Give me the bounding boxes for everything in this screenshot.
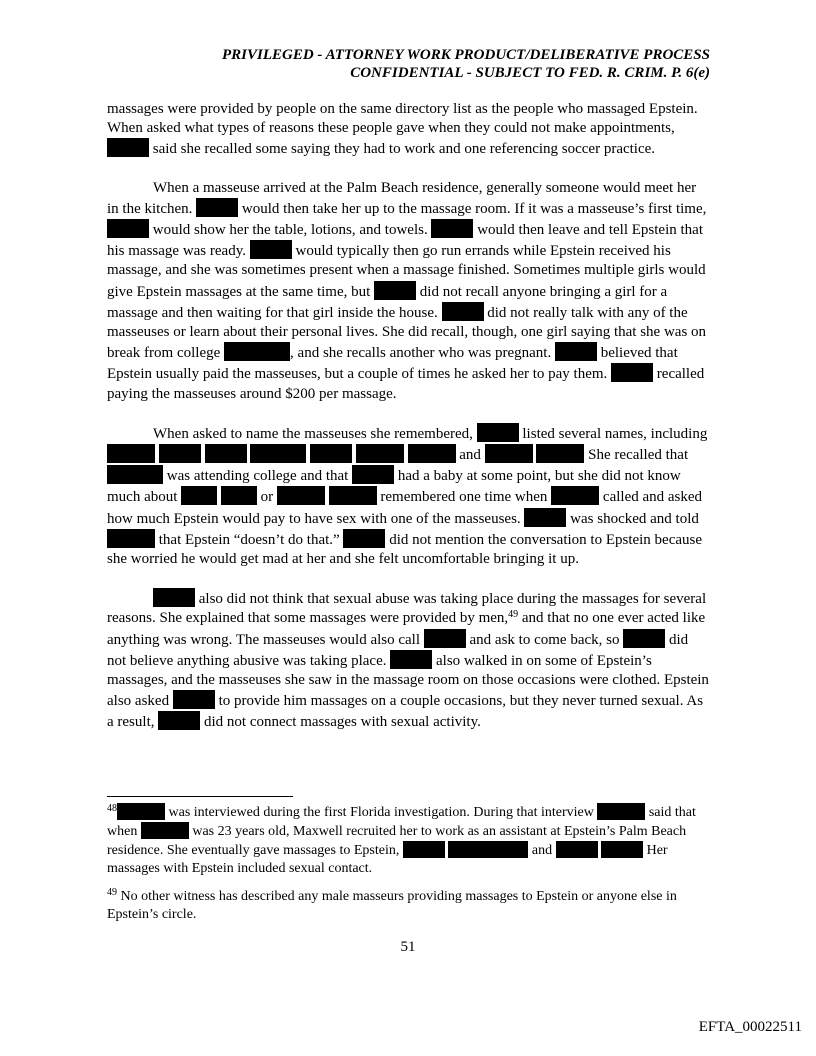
redaction (224, 342, 290, 361)
header-confidential-line: CONFIDENTIAL - SUBJECT TO FED. R. CRIM. P. 6(e) (350, 65, 710, 81)
bates-number: EFTA_00022511 (698, 1019, 802, 1035)
body-text (107, 100, 711, 752)
redaction (431, 219, 473, 238)
redaction (250, 240, 292, 259)
redaction (173, 690, 215, 709)
redaction (329, 486, 377, 505)
footnotes (107, 803, 711, 934)
redaction (424, 629, 466, 648)
redaction (181, 486, 217, 505)
redaction (623, 629, 665, 648)
paragraph-4: also did not think that sexual abuse was taking place during the massages for several reasons. She explained that some massages were provided by men,$^{49}$ and that no one ever acted like anything was wrong. The masseuses would also call and ask to come back, so did not believe anything abusive was taking place. also walked in on some of Epstein’s massages, and the masseuses she saw in the massage room on those occasions were clothed. Epstein also asked to provide him massages on a couple occasions, but they never turned sexual. As a result, did not connect massages with sexual activity. (107, 588, 711, 732)
redaction (597, 803, 645, 820)
paragraph-2: When a masseuse arrived at the Palm Beach residence, generally someone would meet her in the kitchen. would then take her up to the massage room. If it was a masseuse’s first time, would show her the table, lotions, and towels. would then leave and tell Epstein that his massage was ready. would typically then go run errands while Epstein received his massage, and she was sometimes present when a massage finished. Sometimes multiple girls would give Epstein massages at the same time, but did not recall anyone bringing a girl for a massage and then waiting for that girl inside the house. did not really talk with any of the masseuses or learn about their personal lives. She did recall, though, one girl saying that she was on break from college , and she recalls another who was pregnant. believed that Epstein usually paid the masseuses, but a couple of times he asked her to pay them. recalled paying the masseuses around $200 per massage. (107, 179, 707, 402)
redaction (551, 486, 599, 505)
header-privileged-line: PRIVILEGED - ATTORNEY WORK PRODUCT/DELIBERATIVE PROCESS (221, 47, 710, 63)
redaction (374, 281, 416, 300)
redaction (153, 588, 195, 607)
footnote-number: 48 (107, 803, 117, 814)
redaction (141, 822, 189, 839)
redaction (356, 444, 404, 463)
redaction (158, 711, 200, 730)
redaction (221, 486, 257, 505)
redaction (403, 841, 445, 858)
redaction (107, 444, 155, 463)
redaction (107, 529, 155, 548)
document-header (222, 46, 710, 82)
redaction (536, 444, 584, 463)
redaction (408, 444, 456, 463)
redaction (601, 841, 643, 858)
redaction (117, 803, 165, 820)
paragraph-1: massages were provided by people on the same directory list as the people who massaged Epstein. When asked what types of reasons these people gave when they could not make appointments, said she recalled some saying they had to work and one referencing soccer practice. (107, 101, 698, 158)
redaction (442, 302, 484, 321)
redaction (205, 444, 247, 463)
redaction (196, 198, 238, 217)
redaction (107, 465, 163, 484)
redaction (524, 508, 566, 527)
redaction (107, 219, 149, 238)
paragraph-3: When asked to name the masseuses she remembered, listed several names, including and She recalled that was attending college and that had a baby at some point, but she did not know much about or remembered one time when called and asked how much Epstein would pay to have sex with one of the masseuses. was shocked and told that Epstein “doesn’t do that.” did not mention the conversation to Epstein because she worried he would get mad at her and she felt uncomfortable bringing it up. (107, 423, 711, 569)
redaction (485, 444, 533, 463)
redaction (343, 529, 385, 548)
redaction (477, 423, 519, 442)
redaction (611, 363, 653, 382)
redaction (277, 486, 325, 505)
footnote-ref-49[interactable]: 49 (508, 609, 519, 621)
footnote-divider (107, 796, 293, 797)
redaction (310, 444, 352, 463)
footnote-49: $^{49}$ No other witness has described any male masseurs providing massages to Epstein or anyone else in Epstein’s circle. (107, 887, 677, 922)
page-number: 51 (400, 939, 416, 955)
redaction (448, 841, 528, 858)
redaction (352, 465, 394, 484)
redaction (107, 138, 149, 157)
footnote-48: $^{48}$ was interviewed during the first Florida investigation. During that interview said that when was 23 years old, Maxwell recruited her to work as an assistant at Epstein’s Palm Beach residence. She eventually gave massages to Epstein, and Her massages with Epstein included sexual contact. (107, 803, 696, 876)
redaction (555, 342, 597, 361)
redaction (250, 444, 306, 463)
redaction (390, 650, 432, 669)
footnote-number: 49 (107, 887, 117, 898)
redaction (556, 841, 598, 858)
redaction (159, 444, 201, 463)
